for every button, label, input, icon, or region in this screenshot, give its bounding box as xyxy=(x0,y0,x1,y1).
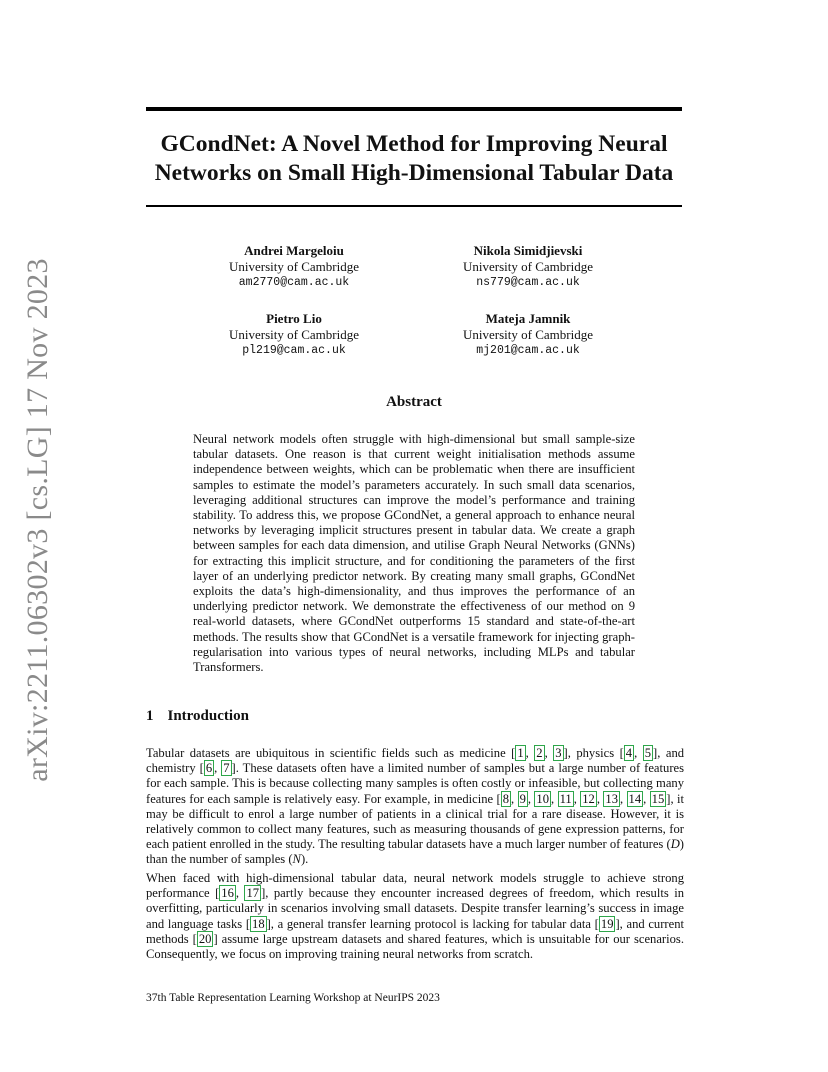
intro-paragraph-1 xyxy=(146,746,684,868)
citation-link[interactable]: 8 xyxy=(502,791,510,806)
text-run: , xyxy=(214,761,222,776)
text-run: Tabular datasets are ubiquitous in scientific fields such as medicine [ xyxy=(146,746,516,760)
citation-link[interactable]: 13 xyxy=(605,791,618,806)
paper-title xyxy=(146,130,682,188)
author-email: mj201@cam.ac.uk xyxy=(476,344,580,357)
abstract-text: Neural network models often struggle with high-dimensional but small sample-size tabular datasets. One reason is that current weight initialisation methods assume independence between weights, which can be problematic when there are insufficient samples to estimate the model’s parameters accurately. In such small data scenarios, leveraging additional structures can improve the model’s performance and training stability. To address this, we propose GCondNet, a general approach to enhance neural networks by leveraging implicit structures present in tabular data. We create a graph between samples for each data dimension, and utilise Graph Neural Networks (GNNs) for extracting this implicit structure, and for conditioning the parameters of the first layer of an underlying predictor network. By creating many small graphs, GCondNet exploits the data’s high-dimensionality, and thus improves the performance of an underlying predictor network. We demonstrate the effectiveness of our method on 9 real-world datasets, where GCondNet outperforms 15 standard and state-of-the-art methods. The results show that GCondNet is a versatile framework for injecting graph-regularisation into various types of neural networks, including MLPs and tabular Transformers. xyxy=(193,432,635,675)
author-block xyxy=(408,243,648,291)
author-affiliation: University of Cambridge xyxy=(463,327,593,342)
arxiv-identifier: arXiv:2211.06302v3 [cs.LG] 17 Nov 2023 xyxy=(21,258,54,782)
author-affiliation: University of Cambridge xyxy=(229,327,359,342)
abstract-heading: Abstract xyxy=(386,394,442,410)
text-run: When faced with high-dimensional tabular data, neural network models struggle to achieve strong performance [ xyxy=(146,871,684,901)
citation-link[interactable]: 5 xyxy=(644,746,652,760)
footer-venue: 37th Table Representation Learning Workshop at NeurIPS 2023 xyxy=(146,992,440,1004)
text-run: ], a general transfer learning protocol is lacking for tabular data [ xyxy=(266,916,599,931)
author-name: Nikola Simidjievski xyxy=(473,243,583,258)
author-email: am2770@cam.ac.uk xyxy=(238,276,350,289)
citation-link[interactable]: 10 xyxy=(536,791,550,806)
text-run: ], partly because they encounter increased degrees of freedom, which results in overfitting, particularly in scenarios involving small datasets. Despite transfer learning’s success in image and language tasks [ xyxy=(146,886,684,931)
author-block xyxy=(174,311,414,359)
text-run: , xyxy=(619,791,627,806)
math-variable: N xyxy=(292,852,301,867)
citation-link[interactable]: 7 xyxy=(223,761,230,776)
text-run: ) than the number of samples ( xyxy=(146,837,684,867)
author-name: Mateja Jamnik xyxy=(485,311,571,326)
citation-link[interactable]: 1 xyxy=(517,746,524,760)
text-run: , xyxy=(643,791,650,806)
text-run: ]. These datasets often have a limited number of samples but a large number of features for each sample. This is because collecting many samples is often costly or infeasible, but collecting many features for each sample is relatively easy. For example, in medicine [ xyxy=(146,761,684,806)
text-run: , xyxy=(235,886,245,901)
section-heading xyxy=(146,708,249,725)
text-run: , xyxy=(634,746,643,760)
text-run: ], it may be difficult to enrol a large number of patients in a clinical trial for a rare disease. However, it is relatively common to collect many features, such as measuring thousands of gene expression patterns, for each patient enrolled in the study. The resulting tabular datasets have a much larger number of features ( xyxy=(146,791,685,852)
text-run: , xyxy=(544,746,554,760)
citation-link[interactable]: 6 xyxy=(205,761,213,776)
citation-link[interactable]: 2 xyxy=(536,746,543,760)
title-line-2: Networks on Small High-Dimensional Tabular Data xyxy=(154,160,674,186)
text-run: ], physics [ xyxy=(563,746,624,760)
text-run: , xyxy=(525,746,535,760)
section-title: Introduction xyxy=(167,708,249,724)
intro-paragraph-2 xyxy=(146,871,684,962)
section-number: 1 xyxy=(146,708,154,724)
title-line-1: GCondNet: A Novel Method for Improving Neural xyxy=(160,131,668,157)
arxiv-sidebar xyxy=(20,258,56,782)
citation-link[interactable]: 17 xyxy=(246,886,260,901)
author-email: pl219@cam.ac.uk xyxy=(242,344,346,357)
citation-link[interactable]: 12 xyxy=(582,791,595,806)
citation-link[interactable]: 16 xyxy=(221,886,234,901)
text-run: , xyxy=(527,791,535,806)
author-name: Pietro Lio xyxy=(266,311,322,326)
text-run: , xyxy=(551,791,558,806)
citation-link[interactable]: 9 xyxy=(519,791,526,806)
title-rule-top xyxy=(146,107,682,111)
author-block xyxy=(408,311,648,359)
title-rule-bottom xyxy=(146,205,682,207)
citation-link[interactable]: 4 xyxy=(625,746,633,760)
citation-link[interactable]: 11 xyxy=(559,791,572,806)
text-run: ] assume large upstream datasets and shared features, which is unsuitable for our scenarios. Consequently, we focus on improving training neural networks from scratch. xyxy=(146,931,684,962)
math-variable: D xyxy=(670,837,680,852)
author-affiliation: University of Cambridge xyxy=(463,259,593,274)
citation-link[interactable]: 3 xyxy=(555,746,562,760)
author-affiliation: University of Cambridge xyxy=(229,259,359,274)
author-block xyxy=(174,243,414,291)
citation-link[interactable]: 18 xyxy=(252,916,265,931)
text-run: ], and chemistry [ xyxy=(146,746,685,776)
author-name: Andrei Margeloiu xyxy=(244,243,344,258)
citation-link[interactable]: 20 xyxy=(198,931,212,946)
citation-link[interactable]: 19 xyxy=(600,916,614,931)
text-run: , xyxy=(511,791,518,806)
citation-link[interactable]: 14 xyxy=(628,791,642,806)
text-run: ], and current methods [ xyxy=(146,916,684,946)
citation-link[interactable]: 15 xyxy=(651,791,665,806)
text-run: , xyxy=(573,791,581,806)
text-run: , xyxy=(596,791,604,806)
text-run: ). xyxy=(300,852,309,867)
author-email: ns779@cam.ac.uk xyxy=(476,276,580,289)
